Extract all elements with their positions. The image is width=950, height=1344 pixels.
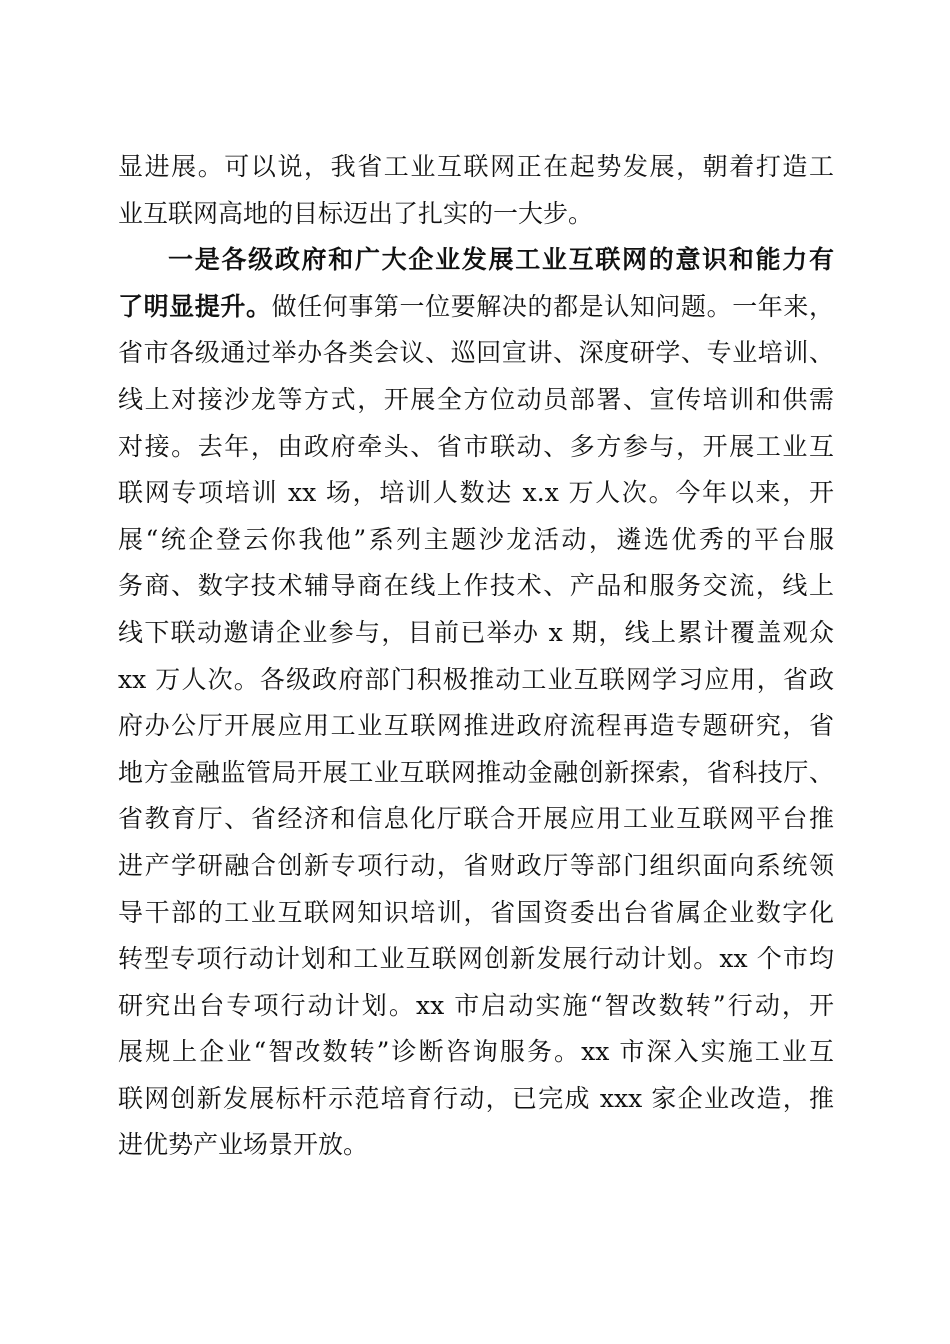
paragraph-2-line: xx 万人次。各级政府部门积极推动工业互联网学习应用，省政: [118, 664, 834, 694]
paragraph-2-line: 转型专项行动计划和工业互联网创新发展行动计划。xx 个市均: [118, 944, 834, 974]
paragraph-2-line: 展规上企业“智改数转”诊断咨询服务。xx 市深入实施工业互: [118, 1037, 834, 1067]
paragraph-2-line: 线上对接沙龙等方式，开展全方位动员部署、宣传培训和供需: [118, 384, 834, 414]
paragraph-2-line: 联网创新发展标杆示范培育行动，已完成 xxx 家企业改造，推: [118, 1083, 834, 1113]
paragraph-2-last-line: 进优势产业场景开放。: [118, 1130, 369, 1160]
paragraph-2-line: 研究出台专项行动计划。xx 市启动实施“智改数转”行动，开: [118, 990, 834, 1020]
paragraph-2-line: 地方金融监管局开展工业互联网推动金融创新探索，省科技厅、: [118, 757, 834, 787]
paragraph-2-line: 导干部的工业互联网知识培训，省国资委出台省属企业数字化: [118, 897, 834, 927]
paragraph-2-line: 省市各级通过举办各类会议、巡回宣讲、深度研学、专业培训、: [118, 338, 834, 368]
paragraph-1-line-2: 业互联网高地的目标迈出了扎实的一大步。: [118, 198, 594, 228]
paragraph-2-line: 进产学研融合创新专项行动，省财政厅等部门组织面向系统领: [118, 850, 834, 880]
paragraph-2-line: 省教育厅、省经济和信息化厅联合开展应用工业互联网平台推: [118, 804, 834, 834]
paragraph-2-line: 线下联动邀请企业参与，目前已举办 x 期，线上累计覆盖观众: [118, 617, 834, 647]
paragraph-1-line-1: 显进展。可以说，我省工业互联网正在起势发展，朝着打造工: [118, 152, 834, 181]
paragraph-2-line-2: [118, 284, 834, 331]
paragraph-2-line: 联网专项培训 xx 场，培训人数达 x.x 万人次。今年以来，开: [118, 478, 834, 508]
paragraph-2-line: 府办公厅开展应用工业互联网推进政府流程再造专题研究，省: [118, 711, 834, 741]
paragraph-2-line: 对接。去年，由政府牵头、省市联动、多方参与，开展工业互: [118, 431, 834, 461]
paragraph-2-lead-line-2: 了明显提升。: [118, 291, 272, 321]
paragraph-2-line: 务商、数字技术辅导商在线上作技术、产品和服务交流，线上: [118, 571, 834, 601]
paragraph-2-line: 展“统企登云你我他”系列主题沙龙活动，遴选优秀的平台服: [118, 524, 834, 554]
paragraph-2-line-2-rest: 做任何事第一位要解决的都是认知问题。一年来，: [271, 291, 834, 321]
document-body: [118, 144, 834, 1169]
paragraph-2-lead-line-1: 一是各级政府和广大企业发展工业互联网的意识和能力有: [168, 245, 834, 275]
